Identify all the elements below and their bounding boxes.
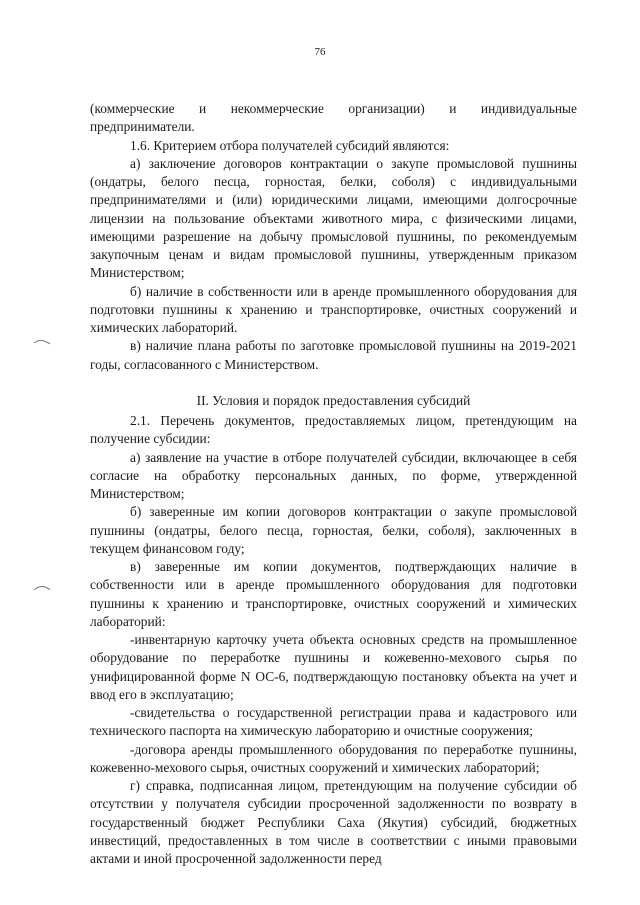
margin-scan-mark <box>33 338 51 346</box>
paragraph: г) справка, подписанная лицом, претендующим на получение субсидии об отсутствии у получателя субсидии просроченной задолженности по возврату в государственный бюджет Республики Саха (Якутия) субсидий, бюджетных инвестиций, предоставленных в том числе в соответствии с иными правовыми актами и иной просроченной задолженности перед <box>90 778 577 866</box>
paragraph: в) наличие плана работы по заготовке промысловой пушнины на 2019-2021 годы, согласованного с Министерством. <box>90 338 577 372</box>
paragraph: -договора аренды промышленного оборудования по переработке пушнины, кожевенно-мехового сырья, очистных сооружений и химических лабораторий; <box>90 741 577 775</box>
paragraph: (коммерческие и некоммерческие организации) и индивидуальные предприниматели. <box>90 101 577 135</box>
paragraph: 1.6. Критерием отбора получателей субсидий являются: <box>130 137 450 153</box>
paragraph: б) заверенные им копии договоров контрактации о закупе промысловой пушнины (ондатры, белого песца, горностая, белки, соболя), заключенных в текущем финансовом году; <box>90 504 577 556</box>
paragraph: а) заявление на участие в отборе получателей субсидии, включающее в себя согласие на обработку персональных данных, по форме, утвержденной Министерством; <box>90 449 577 501</box>
section-heading: II. Условия и порядок предоставления субсидий <box>196 392 471 408</box>
paragraph: б) наличие в собственности или в аренде промышленного оборудования для подготовки пушнины к хранению и транспортировке, очистных сооружений и химических лабораторий. <box>90 283 577 335</box>
page-number: 76 <box>314 46 326 58</box>
paragraph: 2.1. Перечень документов, предоставляемых лицом, претендующим на получение субсидии: <box>90 413 577 447</box>
paragraph: а) заключение договоров контрактации о закупе промысловой пушнины (ондатры, белого песца, горностая, белки, соболя) с индивидуальными предпринимателями и (или) юридическими лицами, имеющими долгосрочные лицензии на пользование объектами животного мира, с физическими лицами, имеющими разрешение на добычу промысловой пушнины, по рекомендуемым закупочным ценам и видам промысловой пушнины, утвержденным приказом Министерством; <box>90 155 577 281</box>
margin-scan-mark <box>33 584 51 592</box>
document-body <box>90 100 577 868</box>
paragraph: в) заверенные им копии документов, подтверждающих наличие в собственности или в аренде промышленного оборудования для подготовки пушнины к хранению и транспортировке, очистных сооружений и химических лабораторий: <box>90 559 577 629</box>
paragraph: -свидетельства о государственной регистрации права и кадастрового или технического паспорта на химическую лабораторию и очистные сооружения; <box>90 705 577 739</box>
paragraph: -инвентарную карточку учета объекта основных средств на промышленное оборудование по переработке пушнины и кожевенно-мехового сырья по унифицированной форме N ОС-6, подтверждающую постановку объекта на учет и ввод его в эксплуатацию; <box>90 632 577 702</box>
